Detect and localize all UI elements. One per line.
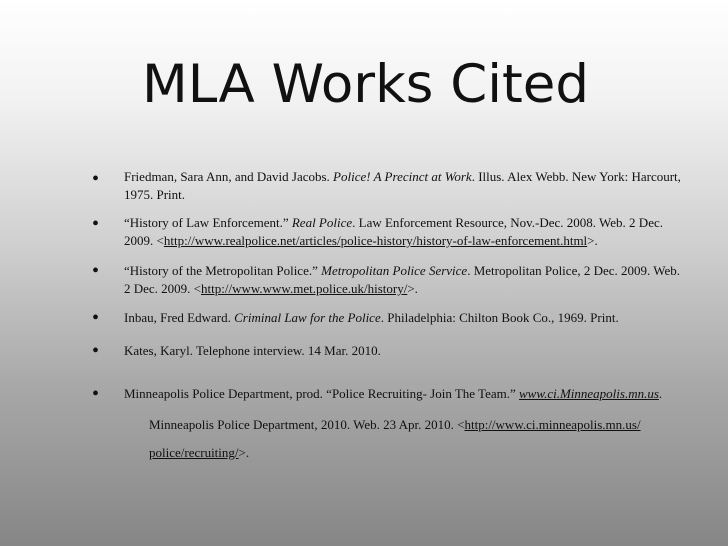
reference-details: .: [658, 386, 663, 401]
bullet-icon: •: [92, 307, 100, 329]
reference-author: Kates, Karyl. Telephone interview. 14 Mar. 2010.: [124, 343, 381, 358]
reference-item: [124, 214, 684, 250]
reference-author: “History of Law Enforcement.”: [124, 215, 292, 230]
reference-item: [124, 309, 684, 327]
reference-details-end: >.: [587, 233, 598, 248]
reference-details-end: >.: [407, 281, 418, 296]
reference-author: Minneapolis Police Department, prod. “Police Recruiting- Join The Team.”: [124, 386, 520, 401]
reference-link[interactable]: http://www.www.met.police.uk/history/: [201, 281, 408, 296]
reference-link[interactable]: www.ci.Minneapolis.mn.us: [519, 386, 659, 401]
reference-details: . Law Enforcement Resource, Nov.-Dec. 2008. Web. 2 Dec. 2009. <: [124, 215, 663, 248]
bullet-icon: •: [92, 340, 100, 362]
reference-details: Minneapolis Police Department, 2010. Web. 23 Apr. 2010. <: [149, 417, 465, 432]
reference-author: Inbau, Fred Edward.: [124, 310, 235, 325]
reference-author: “History of the Metropolitan Police.”: [124, 263, 322, 278]
reference-work-title: Metropolitan Police Service: [321, 263, 468, 278]
reference-work-title: Police! A Precinct at Work: [333, 169, 472, 184]
reference-work-title: Criminal Law for the Police: [234, 310, 381, 325]
reference-item: [124, 342, 684, 360]
bullet-icon: •: [92, 168, 100, 190]
reference-continuation: [149, 444, 689, 462]
reference-item: [124, 385, 704, 403]
reference-work-title: Real Police: [291, 215, 353, 230]
reference-details: . Philadelphia: Chilton Book Co., 1969. Print.: [380, 310, 619, 325]
reference-link[interactable]: http://www.ci.minneapolis.mn.us/: [464, 417, 641, 432]
reference-item: [124, 262, 684, 298]
reference-details: . Illus. Alex Webb. New York: Harcourt, 1975. Print.: [124, 169, 681, 202]
reference-item: [124, 168, 684, 204]
reference-author: Friedman, Sara Ann, and David Jacobs.: [124, 169, 334, 184]
bullet-icon: •: [92, 260, 100, 282]
reference-link[interactable]: http://www.realpolice.net/articles/police-history/history-of-law-enforcement.html: [163, 233, 588, 248]
reference-link[interactable]: police/recruiting/: [149, 445, 239, 460]
reference-details: . Metropolitan Police, 2 Dec. 2009. Web. 2 Dec. 2009. <: [124, 263, 681, 296]
reference-details-end: >.: [238, 445, 250, 460]
reference-continuation: [149, 416, 689, 434]
bullet-icon: •: [92, 213, 100, 235]
bullet-icon: •: [92, 383, 100, 405]
slide-title: MLA Works Cited: [142, 54, 590, 115]
